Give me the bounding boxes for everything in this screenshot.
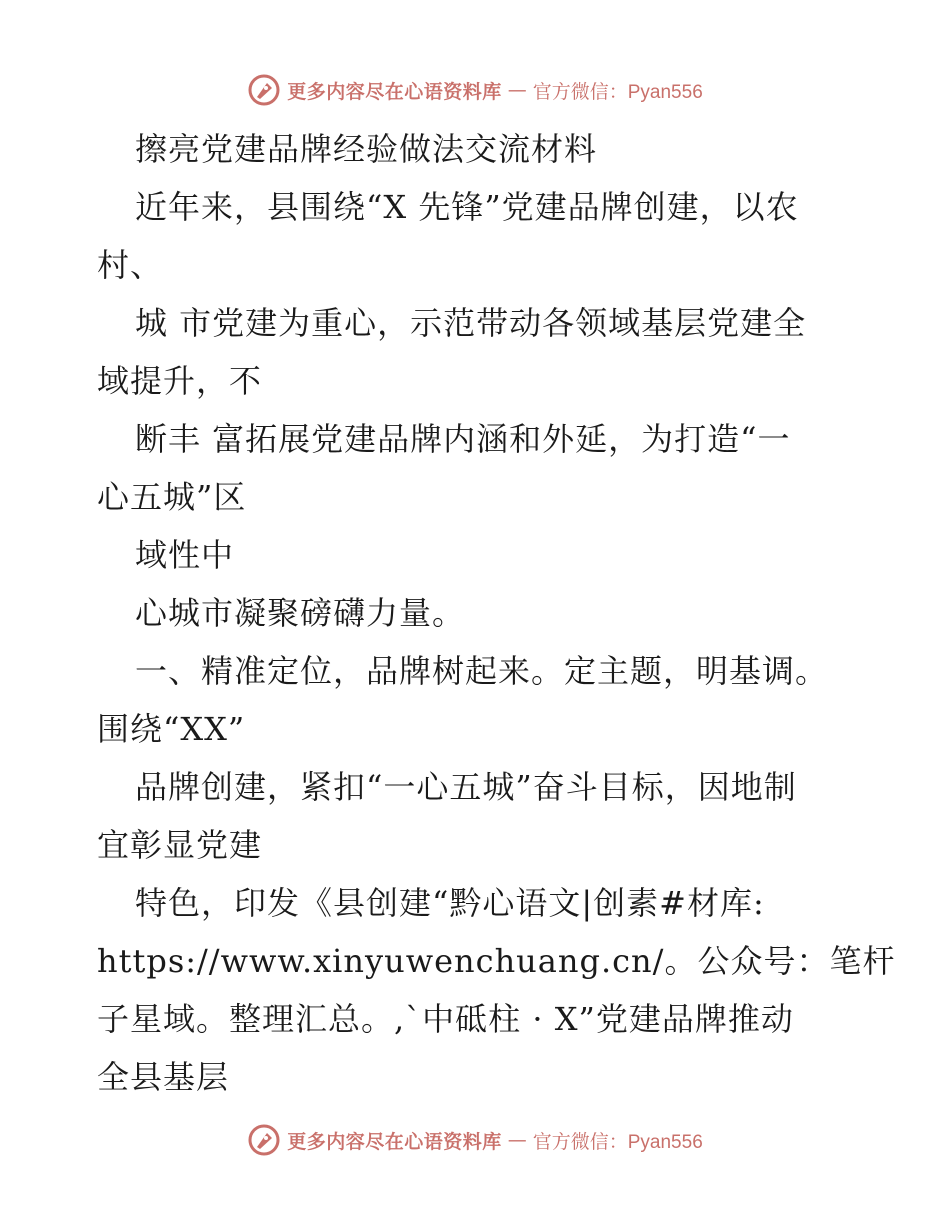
text-line: 围绕“XX” [97, 710, 246, 748]
document-body [97, 120, 896, 1106]
watermark-separator: — [507, 1129, 527, 1151]
pen-nib-logo-icon [247, 73, 281, 107]
section-heading-line: 一、精准定位，品牌树起来。定主题，明基调。 [135, 652, 829, 690]
watermark-text: 更多内容尽在心语资料库 [287, 1130, 502, 1153]
watermark-wechat: 官方微信：Pyan556 [532, 1131, 703, 1153]
text-line: 特色，印发《县创建“黔心语文|创素#材库: [135, 884, 765, 922]
text-line: 域性中 [135, 536, 235, 574]
footer-watermark [0, 1120, 950, 1160]
text-line: 城 市党建为重心，示范带动各领域基层党建全 [135, 304, 807, 342]
document-title: 擦亮党建品牌经验做法交流材料 [135, 130, 598, 168]
pen-nib-logo-icon [247, 1123, 281, 1157]
text-line: 心城市凝聚磅礴力量。 [135, 594, 466, 632]
text-line: 宜彰显党建 [97, 826, 263, 864]
watermark-text: 更多内容尽在心语资料库 [287, 80, 502, 103]
text-line: 断丰 富拓展党建品牌内涵和外延，为打造“一 [135, 420, 791, 458]
text-line: 全县基层 [97, 1058, 230, 1096]
text-line: 村、 [97, 246, 164, 284]
text-line: 心五城”区 [97, 478, 247, 516]
text-line: 近年来，县围绕“X 先锋”党建品牌创建，以农 [135, 188, 799, 226]
text-line: 子星域。整理汇总。,`中砥柱 · X”党建品牌推动 [97, 1000, 794, 1038]
url-line: https://www.xinyuwenchuang.cn/。公众号：笔杆 [97, 942, 896, 980]
text-line: 品牌创建，紧扣“一心五城”奋斗目标，因地制 [135, 768, 797, 806]
watermark-wechat: 官方微信：Pyan556 [532, 81, 703, 103]
watermark-separator: — [507, 79, 527, 101]
text-line: 域提升，不 [97, 362, 263, 400]
header-watermark [0, 70, 950, 110]
